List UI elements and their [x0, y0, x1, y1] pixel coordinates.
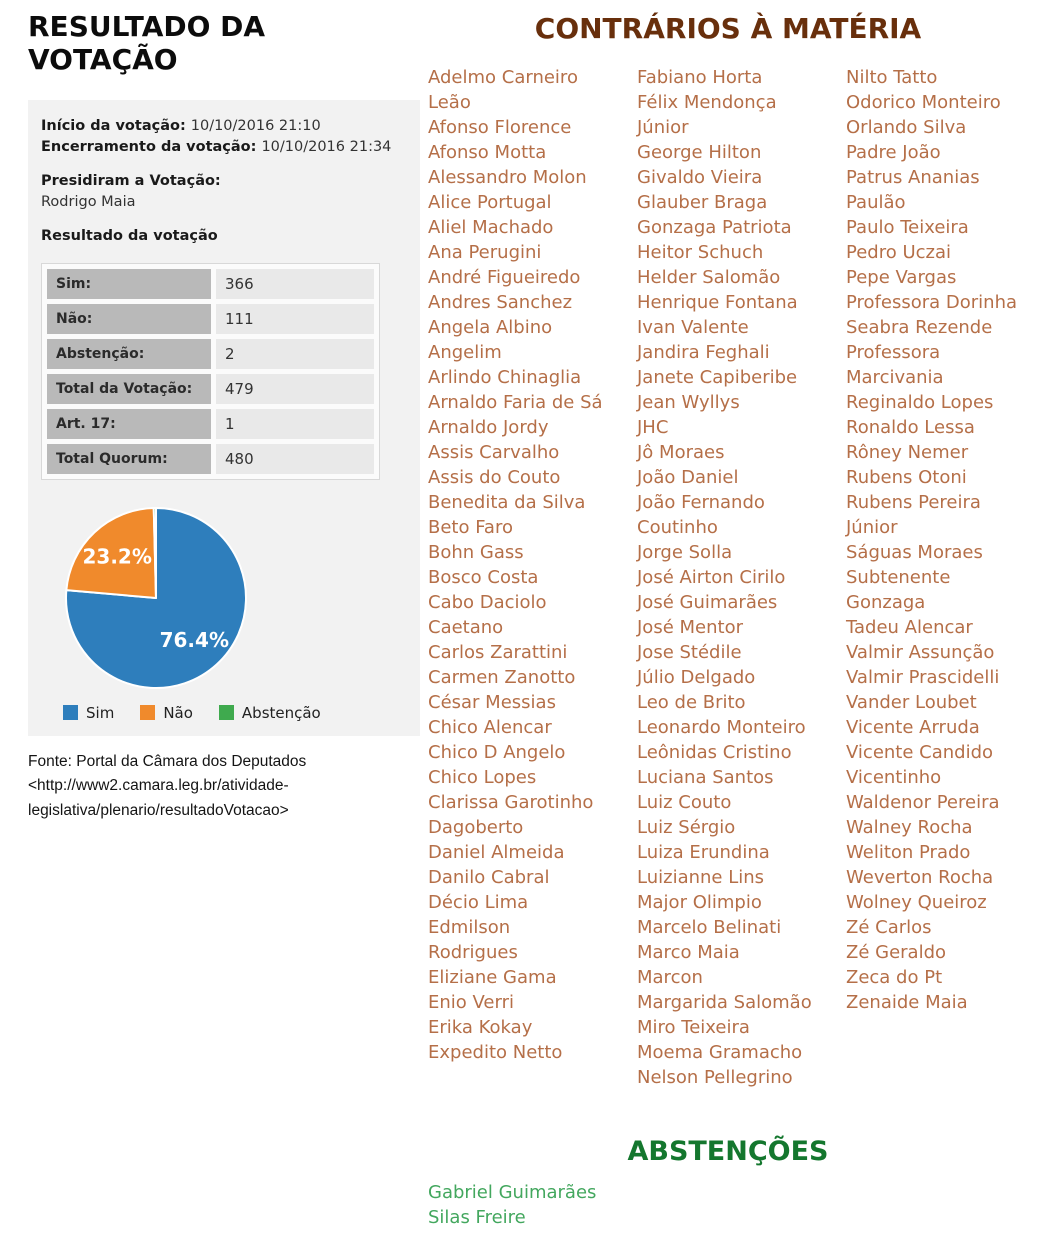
list-item: Helder Salomão [637, 267, 781, 288]
list-item: Pedro Uczai [846, 242, 952, 263]
list-item: Assis do Couto [428, 467, 561, 488]
list-item: Fabiano Horta [637, 67, 763, 88]
table-row [47, 409, 374, 439]
list-item: Carlos Zarattini [428, 642, 568, 663]
name-column-2 [637, 65, 813, 1090]
list-item: Alessandro Molon [428, 167, 587, 188]
voting-end-value: 10/10/2016 21:34 [261, 138, 392, 155]
list-item: Rôney Nemer [846, 442, 969, 463]
source-note: Fonte: Portal da Câmara dos Deputados <http://www2.camara.leg.br/atividade-legislativa/plenario/resultadoVotacao> [28, 752, 307, 819]
legend-label: Sim [86, 703, 115, 722]
list-item: George Hilton [637, 142, 762, 163]
list-item: Clarissa Garotinho [428, 792, 594, 813]
list-item: Odorico Monteiro [846, 92, 1001, 113]
row-value: 1 [216, 409, 374, 439]
list-item: Vicente Arruda [846, 717, 980, 738]
list-item: Arnaldo Faria de Sá [428, 392, 603, 413]
table-row [47, 339, 374, 369]
list-item: Carmen Zanotto [428, 667, 576, 688]
list-item: Vicentinho [846, 767, 942, 788]
list-item: Wolney Queiroz [846, 892, 987, 913]
list-item: Zeca do Pt [846, 967, 943, 988]
legend-item-abstencao [219, 704, 321, 722]
list-item: Zenaide Maia [846, 992, 968, 1013]
row-value: 366 [216, 269, 374, 299]
list-item: Chico Lopes [428, 767, 537, 788]
list-item: Nelson Pellegrino [637, 1067, 793, 1088]
voting-start-line [41, 116, 406, 137]
presided-label: Presidiram a Votação: [41, 173, 221, 189]
list-item: Rubens Otoni [846, 467, 967, 488]
table-row [47, 269, 374, 299]
list-item: Arnaldo Jordy [428, 417, 549, 438]
list-item: Caetano [428, 617, 504, 638]
list-item: Vicente Candido [846, 742, 994, 763]
pie-legend [63, 704, 406, 722]
row-label: Total da Votação: [47, 374, 211, 404]
table-row [47, 374, 374, 404]
list-item: Luiza Erundina [637, 842, 770, 863]
pie-chart [41, 486, 381, 698]
list-item: Ivan Valente [637, 317, 749, 338]
list-item: Luiz Couto [637, 792, 732, 813]
list-item: Major Olimpio [637, 892, 762, 913]
name-column-1 [428, 65, 604, 1065]
contrarios-columns [428, 65, 1028, 1090]
row-label: Sim: [47, 269, 211, 299]
list-item: Angela Albino [428, 317, 553, 338]
list-item: Erika Kokay [428, 1017, 533, 1038]
list-item: Bosco Costa [428, 567, 539, 588]
list-item: Givaldo Vieira [637, 167, 763, 188]
list-item: Luizianne Lins [637, 867, 765, 888]
list-item: Edmilson Rodrigues [428, 917, 518, 963]
list-item: Professora Dorinha Seabra Rezende [846, 292, 1018, 338]
pie-percent-label: 76.4% [159, 627, 229, 652]
list-item: Patrus Ananias [846, 167, 980, 188]
table-row [47, 304, 374, 334]
list-item: Afonso Motta [428, 142, 547, 163]
list-item: Miro Teixeira [637, 1017, 750, 1038]
legend-label: Não [163, 703, 193, 722]
list-item: Weverton Rocha [846, 867, 994, 888]
list-item: Luciana Santos [637, 767, 774, 788]
list-item: Jandira Feghali [637, 342, 770, 363]
abstentions-list [428, 1180, 1028, 1230]
list-item: Leo de Brito [637, 692, 746, 713]
list-item: João Daniel [637, 467, 739, 488]
legend-swatch-abstencao [219, 705, 234, 720]
legend-swatch-sim [63, 705, 78, 720]
list-item: Aliel Machado [428, 217, 554, 238]
list-item: Júlio Delgado [637, 667, 756, 688]
list-item: JHC [637, 417, 669, 438]
list-item: Padre João [846, 142, 941, 163]
list-item: José Guimarães [637, 592, 778, 613]
list-item: Pepe Vargas [846, 267, 957, 288]
row-value: 479 [216, 374, 374, 404]
list-item: Ana Perugini [428, 242, 542, 263]
list-item: José Mentor [637, 617, 743, 638]
list-item: Alice Portugal [428, 192, 552, 213]
list-item: Tadeu Alencar [846, 617, 973, 638]
list-item: Valmir Assunção [846, 642, 995, 663]
list-item: Danilo Cabral [428, 867, 550, 888]
contrarios-section [428, 12, 1028, 1230]
row-value: 111 [216, 304, 374, 334]
list-item: Marcon [637, 967, 703, 988]
list-item: Jose Stédile [637, 642, 742, 663]
list-item: Professora Marcivania [846, 342, 944, 388]
legend-item-nao [140, 704, 193, 722]
legend-swatch-nao [140, 705, 155, 720]
list-item: Décio Lima [428, 892, 529, 913]
list-item: Vander Loubet [846, 692, 977, 713]
legend-label: Abstenção [241, 703, 321, 722]
list-item: Paulão [846, 192, 906, 213]
list-item: André Figueiredo [428, 267, 581, 288]
results-panel [28, 100, 420, 736]
voting-start-value: 10/10/2016 21:10 [190, 118, 321, 134]
list-item: João Fernando Coutinho [637, 492, 765, 538]
list-item: Weliton Prado [846, 842, 971, 863]
list-item: Daniel Almeida [428, 842, 565, 863]
list-item: Silas Freire [428, 1207, 526, 1228]
list-item: José Airton Cirilo [637, 567, 786, 588]
list-item: Paulo Teixeira [846, 217, 969, 238]
list-item: Valmir Prascidelli [846, 667, 1000, 688]
list-item: Marcelo Belinati [637, 917, 782, 938]
result-subheading: Resultado da votação [41, 228, 218, 244]
list-item: Expedito Netto [428, 1042, 563, 1063]
list-item: Zé Geraldo [846, 942, 947, 963]
row-label: Art. 17: [47, 409, 211, 439]
list-item: Angelim [428, 342, 502, 363]
contrarios-title: CONTRÁRIOS À MATÉRIA [534, 12, 922, 45]
list-item: Chico D Angelo [428, 742, 566, 763]
list-item: Assis Carvalho [428, 442, 560, 463]
list-item: Henrique Fontana [637, 292, 798, 313]
list-item: Bohn Gass [428, 542, 524, 563]
list-item: Jorge Solla [637, 542, 733, 563]
list-item: Margarida Salomão [637, 992, 812, 1013]
list-item: Andres Sanchez [428, 292, 573, 313]
row-label: Total Quorum: [47, 444, 211, 474]
list-item: Ronaldo Lessa [846, 417, 975, 438]
list-item: Félix Mendonça Júnior [637, 92, 777, 138]
row-value: 480 [216, 444, 374, 474]
list-item: Orlando Silva [846, 117, 967, 138]
list-item: Waldenor Pereira [846, 792, 1000, 813]
list-item: Afonso Florence [428, 117, 572, 138]
list-item: Marco Maia [637, 942, 740, 963]
list-item: Benedita da Silva [428, 492, 586, 513]
list-item: Adelmo Carneiro Leão [428, 67, 578, 113]
list-item: Subtenente Gonzaga [846, 567, 951, 613]
list-item: Gabriel Guimarães [428, 1182, 597, 1203]
list-item: Dagoberto [428, 817, 524, 838]
list-item: Walney Rocha [846, 817, 973, 838]
list-item: Moema Gramacho [637, 1042, 803, 1063]
list-item: Rubens Pereira Júnior [846, 492, 981, 538]
page-title: RESULTADO DA VOTAÇÃO [28, 10, 266, 76]
row-label: Abstenção: [47, 339, 211, 369]
results-section [28, 10, 420, 823]
list-item: Eliziane Gama [428, 967, 557, 988]
list-item: Zé Carlos [846, 917, 932, 938]
presided-value: Rodrigo Maia [41, 193, 136, 210]
list-item: Glauber Braga [637, 192, 768, 213]
list-item: Beto Faro [428, 517, 513, 538]
legend-item-sim [63, 704, 114, 722]
row-label: Não: [47, 304, 211, 334]
list-item: Luiz Sérgio [637, 817, 736, 838]
list-item: Leonardo Monteiro [637, 717, 806, 738]
list-item: Gonzaga Patriota [637, 217, 792, 238]
row-value: 2 [216, 339, 374, 369]
pie-percent-label: 23.2% [82, 544, 152, 569]
list-item: Heitor Schuch [637, 242, 764, 263]
list-item: Cabo Daciolo [428, 592, 547, 613]
list-item: Nilto Tatto [846, 67, 938, 88]
table-row [47, 444, 374, 474]
vote-results-table [41, 263, 380, 480]
list-item: Jean Wyllys [637, 392, 740, 413]
voting-end-line [41, 137, 406, 158]
name-column-3 [846, 65, 1022, 1015]
list-item: Jô Moraes [637, 442, 725, 463]
list-item: Enio Verri [428, 992, 514, 1013]
list-item: Arlindo Chinaglia [428, 367, 582, 388]
list-item: Ságuas Moraes [846, 542, 983, 563]
list-item: Janete Capiberibe [637, 367, 798, 388]
list-item: Chico Alencar [428, 717, 552, 738]
list-item: César Messias [428, 692, 556, 713]
voting-end-label: Encerramento da votação: [41, 138, 257, 155]
abstentions-title: ABSTENÇÕES [627, 1136, 829, 1167]
voting-start-label: Início da votação: [41, 118, 186, 134]
list-item: Leônidas Cristino [637, 742, 792, 763]
list-item: Reginaldo Lopes [846, 392, 994, 413]
